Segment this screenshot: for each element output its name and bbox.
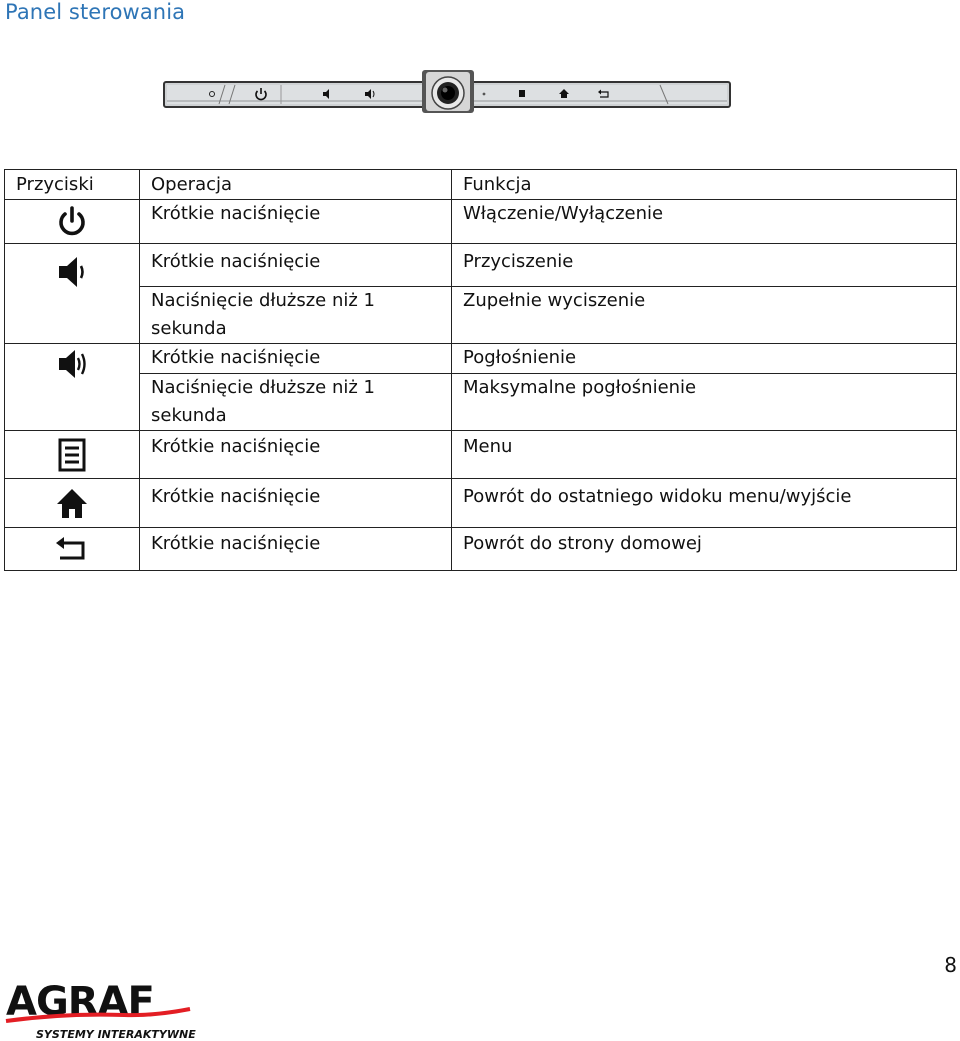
function-cell: Pogłośnienie — [452, 344, 957, 374]
home-icon — [55, 486, 89, 520]
table-row — [5, 431, 957, 479]
function-cell: Włączenie/Wyłączenie — [452, 200, 957, 244]
page-number: 8 — [944, 953, 957, 977]
menu-icon — [519, 90, 525, 97]
home-button-cell — [5, 479, 140, 528]
function-cell: Zupełnie wyciszenie — [452, 287, 957, 344]
operation-cell: Krótkie naciśnięcie — [140, 528, 452, 571]
column-header-buttons: Przyciski — [5, 170, 140, 200]
volume-down-icon — [55, 254, 89, 290]
operation-cell: Krótkie naciśnięcie — [140, 479, 452, 528]
table-header-row — [5, 170, 957, 200]
svg-text:SYSTEMY INTERAKTYWNE: SYSTEMY INTERAKTYWNE — [36, 1028, 196, 1041]
buttons-table — [4, 169, 957, 571]
volume-up-icon — [55, 348, 89, 380]
table-row — [5, 374, 957, 431]
return-icon — [55, 534, 89, 564]
power-icon — [56, 205, 88, 239]
function-cell: Przyciszenie — [452, 244, 957, 287]
operation-cell: Naciśnięcie dłuższe niż 1 sekunda — [140, 374, 452, 431]
control-panel-illustration — [163, 69, 733, 114]
svg-text:AGRAF: AGRAF — [6, 979, 154, 1025]
return-button-cell — [5, 528, 140, 571]
power-button-cell — [5, 200, 140, 244]
menu-icon — [58, 438, 86, 472]
volume-down-button-cell — [5, 244, 140, 344]
menu-button-cell — [5, 431, 140, 479]
table-row — [5, 344, 957, 374]
table-row — [5, 528, 957, 571]
operation-cell: Krótkie naciśnięcie — [140, 200, 452, 244]
sensor-dot-icon — [483, 93, 486, 96]
function-cell: Powrót do strony domowej — [452, 528, 957, 571]
camera-icon — [422, 70, 474, 113]
operation-cell: Krótkie naciśnięcie — [140, 431, 452, 479]
page-title: Panel sterowania — [5, 0, 186, 24]
operation-cell: Krótkie naciśnięcie — [140, 244, 452, 287]
function-cell: Menu — [452, 431, 957, 479]
operation-cell: Krótkie naciśnięcie — [140, 344, 452, 374]
volume-up-button-cell — [5, 344, 140, 431]
column-header-function: Funkcja — [452, 170, 957, 200]
table-row — [5, 287, 957, 344]
operation-cell: Naciśnięcie dłuższe niż 1 sekunda — [140, 287, 452, 344]
function-cell: Powrót do ostatniego widoku menu/wyjście — [452, 479, 957, 528]
column-header-operation: Operacja — [140, 170, 452, 200]
function-cell: Maksymalne pogłośnienie — [452, 374, 957, 431]
table-row — [5, 200, 957, 244]
table-row — [5, 479, 957, 528]
agraf-logo — [4, 975, 196, 1041]
table-row — [5, 244, 957, 287]
